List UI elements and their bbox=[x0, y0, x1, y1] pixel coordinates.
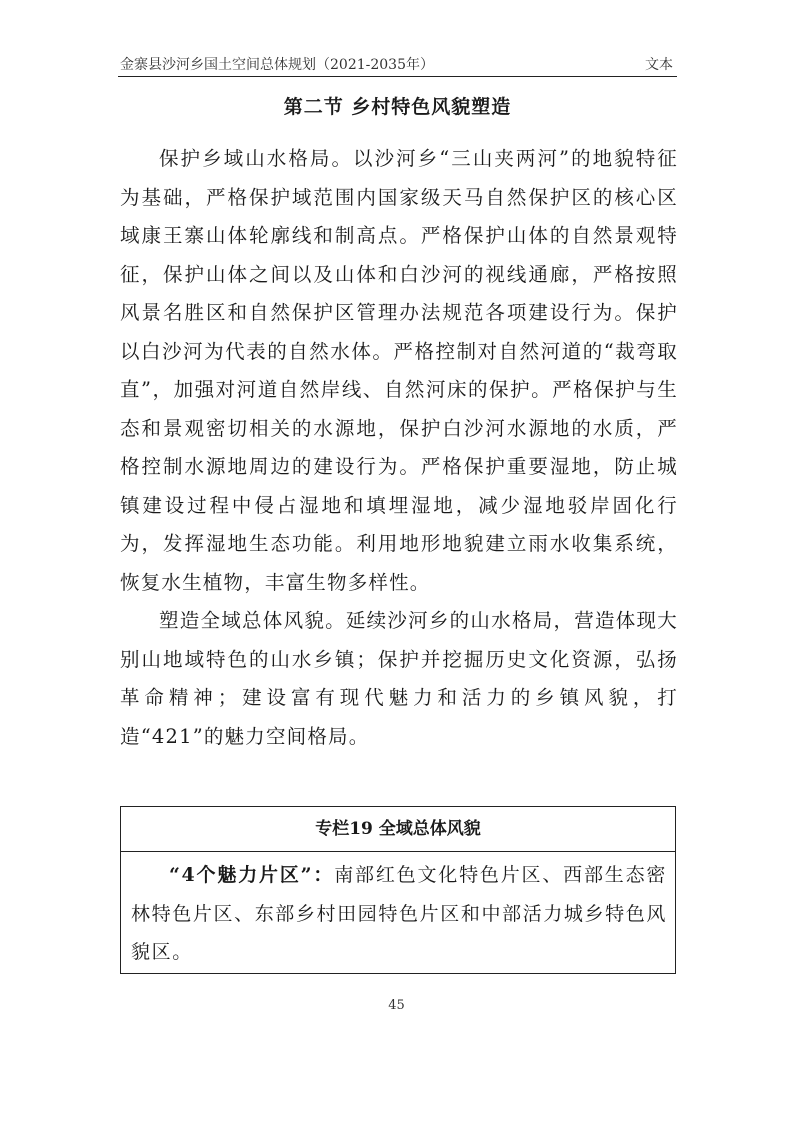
column-box-title: 专栏19 全域总体风貌 bbox=[121, 807, 675, 852]
paragraph-text: 延续沙河乡的山水格局，营造体现大别山地域特色的山水乡镇；保护并挖掘历史文化资源，弘扬革命精神；建设富有现代魅力和活力的乡镇风貌，打造“421”的魅力空间格局。 bbox=[120, 609, 678, 748]
column-box-text: 南部红色文化特色片区、西部生态密林特色片区、东部乡村田园特色片区和中部活力城乡特色风貌区。 bbox=[131, 864, 667, 963]
paragraph-text: 以沙河乡“三山夹两河”的地貌特征为基础，严格保护域范围内国家级天马自然保护区的核心区域康王寨山体轮廓线和制高点。严格保护山体的自然景观特征，保护山体之间以及山体和白沙河的视线通廊，严格按照风景名胜区和自然保护区管理办法规范各项建设行为。保护以白沙河为代表的自然水体。严格控制对自然河道的“裁弯取直”，加强对河道自然岸线、自然河床的保护。严格保护与生态和景观密切相关的水源地，保护白沙河水源地的水质，严格控制水源地周边的建设行为。严格保护重要湿地，防止城镇建设过程中侵占湿地和填埋湿地，减少湿地驳岸固化行为，发挥湿地生态功能。利用地形地貌建立雨水收集系统，恢复水生植物，丰富生物多样性。 bbox=[120, 147, 678, 594]
column-box-body bbox=[121, 852, 675, 972]
page-header bbox=[118, 52, 677, 77]
header-doc-type: 文本 bbox=[645, 57, 673, 73]
paragraph-lead: 塑造全域总体风貌。 bbox=[159, 609, 346, 632]
paragraph-overall-style bbox=[120, 602, 678, 756]
paragraph-landscape-pattern bbox=[120, 140, 678, 602]
paragraph-lead: 保护乡域山水格局。 bbox=[159, 147, 354, 170]
column-box bbox=[120, 806, 676, 974]
section-title: 第二节 乡村特色风貌塑造 bbox=[283, 96, 512, 118]
header-title: 金寨县沙河乡国土空间总体规划（2021-2035年） bbox=[120, 57, 434, 73]
body-text bbox=[120, 140, 678, 756]
page-number: 45 bbox=[388, 998, 405, 1013]
column-box-lead: “4个魅力片区”： bbox=[169, 864, 335, 886]
